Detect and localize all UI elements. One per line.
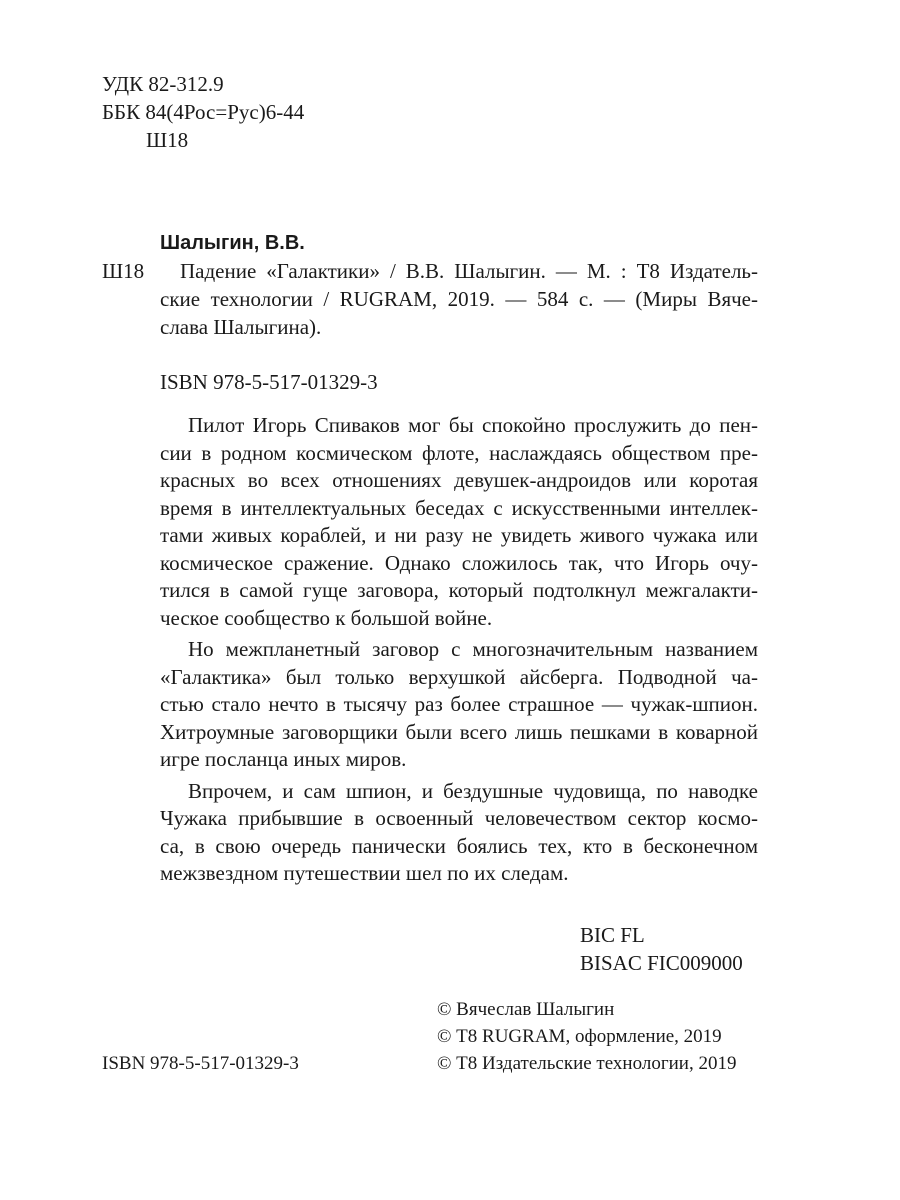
annotation-line: время в интеллектуальных беседах с искусственными интеллек- [160, 495, 758, 520]
annotation-line: игре посланца иных миров. [160, 747, 407, 771]
annotation-line: Впрочем, и сам шпион, и бездушные чудовища, по наводке [188, 778, 758, 803]
bibliographic-description [160, 257, 758, 341]
annotation-line: Пилот Игорь Спиваков мог бы спокойно прослужить до пен- [188, 413, 758, 437]
author-mark: Ш18 [146, 128, 189, 152]
annotation-line: космическое сражение. Однако сложилось так, что Игорь очу- [160, 550, 758, 575]
biblio-line: Падение «Галактики» / В.В. Шалыгин. — М. : Т8 Издатель- [180, 259, 758, 283]
annotation-paragraph [160, 636, 758, 774]
annotation-line: Чужака прибывшие в освоенный человечеством сектор космо- [160, 806, 758, 830]
biblio-line: ские технологии / RUGRAM, 2019. — 584 с. — (Миры Вяче- [160, 287, 758, 311]
annotation-line: са, в свою очередь панически боялись тех, кто в бесконечном [160, 833, 758, 858]
annotation-line: красных во всех отношениях девушек-андроидов или коротая [160, 468, 758, 492]
udk-code: УДК 82-312.9 [102, 72, 224, 96]
annotation-line: «Галактика» был только верхушкой айсберга. Подводной ча- [160, 664, 758, 689]
biblio-line: слава Шалыгина). [160, 315, 322, 339]
annotation-line: стью стало нечто в тысячу раз более страшное — чужак-шпион. [160, 692, 758, 716]
annotation-line: межзвездном путешествии шел по их следам. [160, 861, 569, 885]
copyright-block [437, 996, 736, 1077]
isbn-record: ISBN 978-5-517-01329-3 [160, 370, 378, 394]
annotation-paragraph [160, 778, 758, 888]
author-heading: Шалыгин, В.В. [160, 232, 305, 254]
annotation-line: тами живых кораблей, и ни разу не увидеть живого чужака или [160, 523, 758, 547]
subject-codes [580, 921, 743, 977]
copyright-line: © Вячеслав Шалыгин [437, 999, 615, 1020]
annotation-paragraph [160, 412, 758, 632]
annotation-line: Хитроумные заговорщики были всего лишь пешками в коварной [160, 719, 758, 744]
annotation [160, 412, 758, 888]
biblio-author-mark: Ш18 [102, 259, 145, 283]
bisac-code: BISAC FIC009000 [580, 951, 743, 975]
copyright-line: © Т8 Издательские технологии, 2019 [437, 1053, 737, 1074]
isbn-footer: ISBN 978-5-517-01329-3 [102, 1053, 299, 1074]
bbk-code: ББК 84(4Рос=Рус)6-44 [102, 100, 305, 124]
copyright-line: © Т8 RUGRAM, оформление, 2019 [437, 1026, 722, 1047]
annotation-line: ческое сообщество к большой войне. [160, 605, 493, 630]
annotation-line: сии в родном космическом флоте, наслаждаясь обществом пре- [160, 440, 758, 465]
annotation-line: тился в самой гуще заговора, который подтолкнул межгалакти- [160, 578, 758, 602]
annotation-line: Но межпланетный заговор с многозначительным названием [188, 637, 758, 661]
bic-code: BIC FL [580, 923, 645, 947]
